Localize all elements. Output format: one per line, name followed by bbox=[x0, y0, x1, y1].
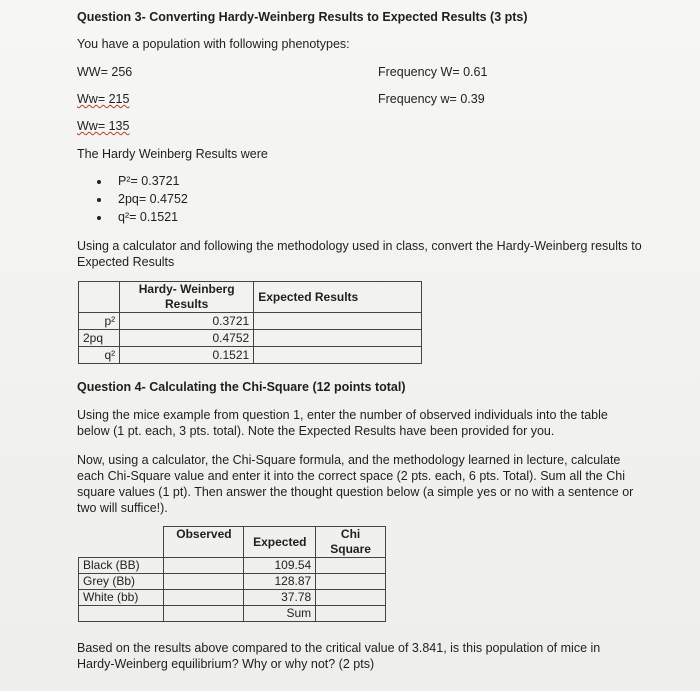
chi-expected-value: 128.87 bbox=[244, 574, 316, 590]
chi-col-observed: Observed bbox=[164, 527, 244, 558]
bullet-dot bbox=[97, 180, 101, 184]
table-row bbox=[79, 313, 422, 330]
chi-row-label: Grey (Bb) bbox=[79, 574, 164, 590]
bullet-q2: q²= 0.1521 bbox=[118, 210, 179, 224]
q3-instruction: Using a calculator and following the methodology used in class, convert the Hardy-Weinberg results to Expected Results bbox=[77, 239, 642, 269]
chi-col-expected: Expected bbox=[244, 527, 316, 558]
hw-table-corner bbox=[79, 282, 120, 313]
chi-sum-blank bbox=[164, 606, 244, 622]
hw-table bbox=[78, 281, 422, 364]
bullet-2pq: 2pq= 0.4752 bbox=[118, 192, 188, 206]
chi-sum-blank bbox=[79, 606, 164, 622]
table-row bbox=[79, 330, 422, 347]
hw-row-label: q² bbox=[79, 347, 120, 364]
hw-row-value: 0.3721 bbox=[120, 313, 254, 330]
table-row bbox=[79, 574, 386, 590]
hw-row-value: 0.1521 bbox=[120, 347, 254, 364]
bullet-dot bbox=[97, 216, 101, 220]
q3-title: Question 3- Converting Hardy-Weinberg Results to Expected Results (3 pts) bbox=[77, 10, 528, 24]
hw-expected-input[interactable] bbox=[254, 330, 422, 347]
chi-expected-value: 109.54 bbox=[244, 558, 316, 574]
chi-observed-input[interactable] bbox=[164, 574, 244, 590]
chi-square-input[interactable] bbox=[316, 558, 386, 574]
frequency-W: Frequency W= 0.61 bbox=[378, 65, 488, 79]
hw-row-label: 2pq bbox=[79, 330, 120, 347]
hw-expected-input[interactable] bbox=[254, 347, 422, 364]
chi-observed-input[interactable] bbox=[164, 590, 244, 606]
chi-square-input[interactable] bbox=[316, 590, 386, 606]
chi-observed-input[interactable] bbox=[164, 558, 244, 574]
phenotype-ww-upper: WW= 256 bbox=[77, 65, 133, 79]
chi-expected-value: 37.78 bbox=[244, 590, 316, 606]
chi-square-table bbox=[78, 526, 386, 622]
q4-question: Based on the results above compared to the critical value of 3.841, is this population of mice in Hardy-Weinberg equilibrium? Why or why not? (2 pts) bbox=[77, 641, 601, 671]
q4-title: Question 4- Calculating the Chi-Square (12 points total) bbox=[77, 380, 406, 394]
hw-expected-input[interactable] bbox=[254, 313, 422, 330]
bullet-p2: P²= 0.3721 bbox=[118, 174, 180, 188]
hw-results-label: The Hardy Weinberg Results were bbox=[77, 147, 268, 161]
bullet-dot bbox=[97, 198, 101, 202]
chi-sum-label: Sum bbox=[244, 606, 316, 622]
chi-square-input[interactable] bbox=[316, 574, 386, 590]
table-row bbox=[79, 347, 422, 364]
hw-row-value: 0.4752 bbox=[120, 330, 254, 347]
table-row bbox=[79, 590, 386, 606]
chi-row-label: White (bb) bbox=[79, 590, 164, 606]
table-row bbox=[79, 558, 386, 574]
q3-intro: You have a population with following phenotypes: bbox=[77, 37, 350, 51]
phenotype-ww-lower: Ww= 135 bbox=[77, 119, 130, 133]
chi-col-chi-square: Chi Square bbox=[316, 527, 386, 558]
chi-row-label: Black (BB) bbox=[79, 558, 164, 574]
q4-para2: Now, using a calculator, the Chi-Square formula, and the methodology learned in lecture, calculate each Chi-Square value and enter it into the correct space (2 pts. each, 6 pts. Total). Sum all the Chi square values (1 pt). Then answer the thought question below (a simple yes or no with a sentence or two will suffice!). bbox=[77, 453, 634, 515]
phenotype-ww-mixed: Ww= 215 bbox=[77, 92, 130, 106]
q4-para1: Using the mice example from question 1, enter the number of observed individuals into the table below (1 pt. each, 3 pts. total). Note the Expected Results have been provided for you. bbox=[77, 408, 608, 438]
chi-sum-input[interactable] bbox=[316, 606, 386, 622]
hw-row-label: p² bbox=[79, 313, 120, 330]
table-row bbox=[79, 606, 386, 622]
chi-table-corner bbox=[79, 527, 164, 558]
frequency-w: Frequency w= 0.39 bbox=[378, 92, 485, 106]
hw-col-expected: Expected Results bbox=[254, 282, 422, 313]
hw-col-results: Hardy- Weinberg Results bbox=[120, 282, 254, 313]
